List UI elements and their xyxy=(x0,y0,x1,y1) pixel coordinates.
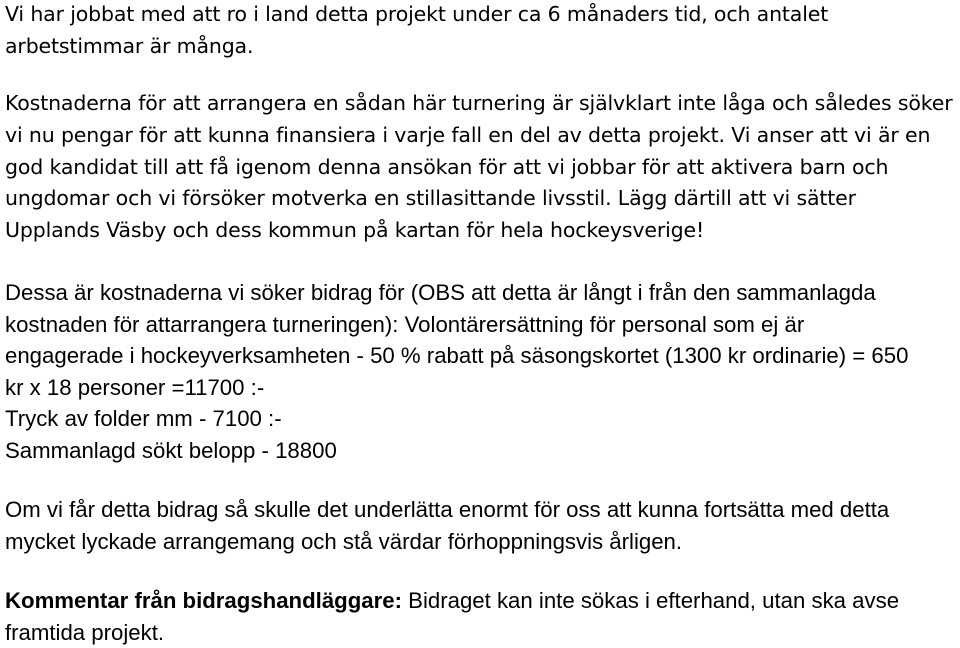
text-line: Tryck av folder mm - 7100 :- xyxy=(5,406,282,432)
comment-text-continued: framtida projekt. xyxy=(5,619,165,645)
text-line: mycket lyckade arrangemang och stå värdar förhoppningsvis årligen. xyxy=(5,528,683,554)
text-line: Vi har jobbat med att ro i land detta projekt under ca 6 månaders tid, och antalet xyxy=(5,2,829,26)
text-line: vi nu pengar för att kunna finansiera i varje fall en del av detta projekt. Vi anser att vi är en xyxy=(5,122,931,147)
paragraph-comment xyxy=(5,585,899,648)
text-line: Sammanlagd sökt belopp - 18800 xyxy=(5,437,337,463)
text-line: kr x 18 personer =11700 :- xyxy=(5,374,265,400)
comment-line xyxy=(5,585,899,617)
paragraph-costs xyxy=(5,88,953,247)
text-line: Om vi får detta bidrag så skulle det underlätta enormt för oss att kunna fortsätta med detta xyxy=(5,497,890,522)
comment-text: Bidraget kan inte sökas i efterhand, utan ska avse xyxy=(401,588,900,613)
text-line: Kostnaderna för att arrangera en sådan här turnering är självklart inte låga och således söker xyxy=(5,91,953,115)
text-line: kostnaden för attarrangera turneringen): Volontärersättning för personal som ej är xyxy=(5,311,805,337)
text-line: ungdomar och vi försöker motverka en stillasittande livsstil. Lägg därtill att vi sätter xyxy=(5,186,856,211)
paragraph-intro xyxy=(5,0,828,63)
text-line: Upplands Väsby och dess kommun på kartan för hela hockeysverige! xyxy=(5,218,705,243)
paragraph-closing xyxy=(5,494,889,557)
text-line: arbetstimmar är många. xyxy=(5,33,254,58)
comment-label: Kommentar från bidragshandläggare: xyxy=(5,588,402,613)
text-line: Dessa är kostnaderna vi söker bidrag för (OBS att detta är långt i från den sammanlagda xyxy=(5,280,876,305)
text-line: engagerade i hockeyverksamheten - 50 % rabatt på säsongskortet (1300 kr ordinarie) = 650 xyxy=(5,343,909,369)
paragraph-budget xyxy=(5,277,908,467)
text-line: god kandidat till att få igenom denna ansökan för att vi jobbar för att aktivera barn och xyxy=(5,154,889,179)
